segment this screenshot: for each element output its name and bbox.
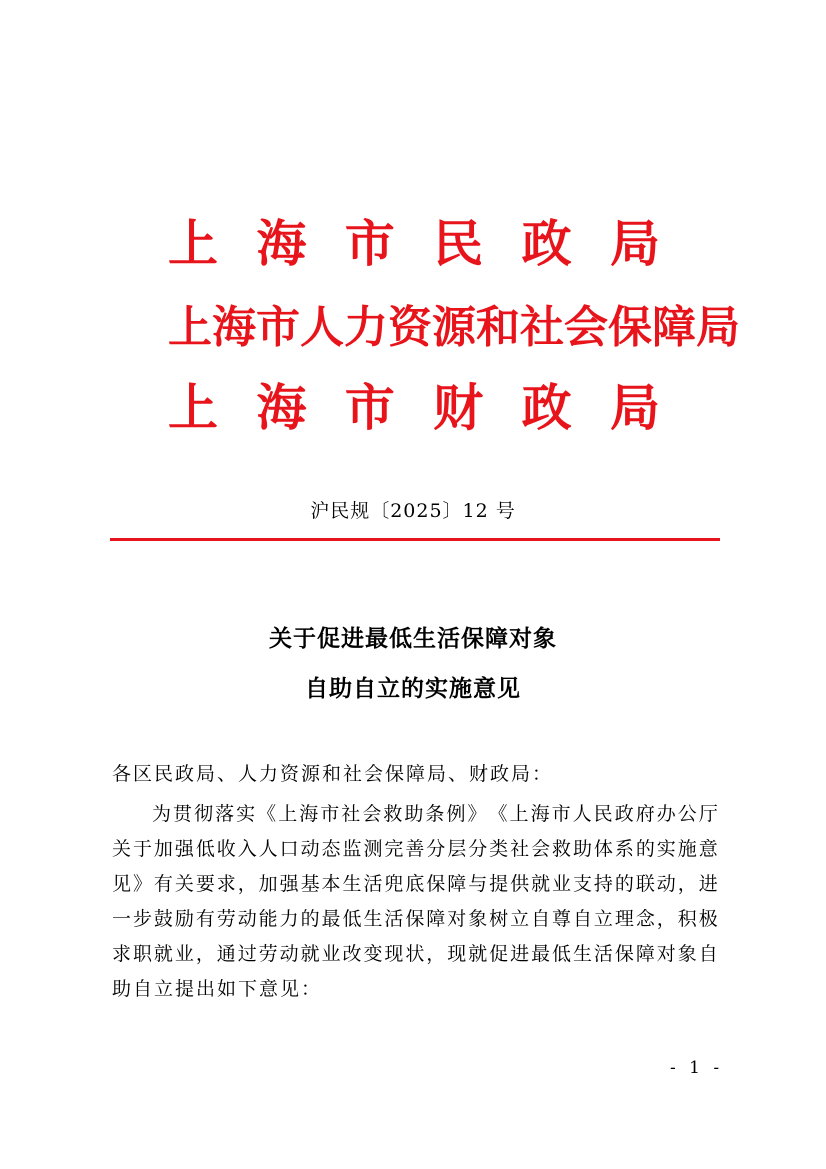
issuer-char: 上 bbox=[168, 378, 218, 437]
paragraph-char: 社 bbox=[341, 803, 361, 825]
paragraph-char: 极 bbox=[698, 908, 718, 930]
paragraph-char: 强 bbox=[174, 838, 194, 860]
document-number: 沪民规〔2025〕12 号 bbox=[310, 500, 516, 522]
paragraph-char: 尊 bbox=[552, 908, 572, 930]
paragraph-char: 立 bbox=[593, 908, 613, 930]
paragraph-char: 现 bbox=[447, 943, 467, 965]
paragraph-char: 》 bbox=[467, 803, 487, 825]
paragraph-char: 支 bbox=[572, 873, 592, 895]
issuer-char: 资 bbox=[388, 302, 432, 353]
paragraph-line bbox=[112, 870, 718, 898]
paragraph-char: 生 bbox=[342, 873, 362, 895]
issuer-line-human-resources bbox=[168, 298, 740, 358]
paragraph-char: 要 bbox=[195, 873, 215, 895]
paragraph-char: 底 bbox=[405, 873, 425, 895]
issuer-char: 和 bbox=[476, 302, 520, 353]
paragraph-char: 活 bbox=[384, 908, 404, 930]
paragraph-char: 见 bbox=[112, 873, 132, 895]
paragraph-char: 业 bbox=[321, 943, 341, 965]
paragraph-char: 善 bbox=[405, 838, 425, 860]
paragraph-char: 关 bbox=[112, 838, 132, 860]
paragraph-char: 障 bbox=[635, 943, 655, 965]
paragraph-line bbox=[112, 940, 718, 968]
paragraph-char: 保 bbox=[614, 943, 634, 965]
paragraph-char: 最 bbox=[321, 908, 341, 930]
paragraph-char: ， bbox=[426, 943, 446, 965]
document-title-line-1: 关于促进最低生活保障对象 bbox=[269, 625, 557, 652]
paragraph-char: 对 bbox=[447, 908, 467, 930]
issuer-char: 海 bbox=[212, 302, 256, 353]
paragraph-char: 一 bbox=[112, 908, 132, 930]
paragraph-char: 落 bbox=[215, 803, 235, 825]
paragraph-char: 贯 bbox=[173, 803, 193, 825]
paragraph-char: 动 bbox=[300, 838, 320, 860]
paragraph-char: 念 bbox=[635, 908, 655, 930]
page-number: - 1 - bbox=[670, 1058, 724, 1078]
paragraph-char: 监 bbox=[342, 838, 362, 860]
paragraph-char: 会 bbox=[362, 803, 382, 825]
paragraph-char: 障 bbox=[426, 908, 446, 930]
issuer-char: 保 bbox=[608, 302, 652, 353]
paragraph-char: 最 bbox=[531, 943, 551, 965]
issuer-char: 海 bbox=[256, 214, 307, 273]
issuer-char: 财 bbox=[433, 378, 484, 437]
paragraph-char: 业 bbox=[174, 943, 194, 965]
paragraph-char: 动 bbox=[656, 873, 676, 895]
paragraph-char: 动 bbox=[279, 943, 299, 965]
issuer-char: 市 bbox=[344, 378, 395, 437]
paragraph-char: 市 bbox=[320, 803, 340, 825]
paragraph-char: 就 bbox=[300, 943, 320, 965]
paragraph-char: 为 bbox=[152, 803, 172, 825]
paragraph-char: 完 bbox=[384, 838, 404, 860]
paragraph-char: 测 bbox=[363, 838, 383, 860]
paragraph-line bbox=[152, 800, 718, 828]
paragraph-char: 供 bbox=[510, 873, 530, 895]
paragraph-char: 低 bbox=[342, 908, 362, 930]
paragraph-char: 就 bbox=[531, 873, 551, 895]
paragraph-char: 人 bbox=[572, 803, 592, 825]
paragraph-char: 持 bbox=[593, 873, 613, 895]
paragraph-char: 促 bbox=[489, 943, 509, 965]
issuer-char: 海 bbox=[256, 378, 307, 437]
paragraph-char: 层 bbox=[447, 838, 467, 860]
paragraph-char: 府 bbox=[635, 803, 655, 825]
issuer-char: 人 bbox=[300, 302, 344, 353]
paragraph-char: 》 bbox=[132, 873, 152, 895]
paragraph-char: ， bbox=[656, 908, 676, 930]
paragraph-char: 求 bbox=[216, 873, 236, 895]
salutation: 各区民政局、人力资源和社会保障局、财政局： bbox=[112, 763, 554, 785]
paragraph-char: 分 bbox=[468, 838, 488, 860]
paragraph-char: 能 bbox=[258, 908, 278, 930]
paragraph-char: 《 bbox=[488, 803, 508, 825]
paragraph-char: 就 bbox=[153, 943, 173, 965]
paragraph-char: 通 bbox=[216, 943, 236, 965]
paragraph-char: 基 bbox=[300, 873, 320, 895]
paragraph-char: 状 bbox=[405, 943, 425, 965]
paragraph-char: 本 bbox=[321, 873, 341, 895]
paragraph-char: 进 bbox=[698, 873, 718, 895]
paragraph-char: 加 bbox=[258, 873, 278, 895]
paragraph-char: 助 bbox=[404, 803, 424, 825]
paragraph-char: 自 bbox=[698, 943, 718, 965]
issuer-char: 力 bbox=[344, 302, 388, 353]
paragraph-char: 劳 bbox=[216, 908, 236, 930]
paragraph-char: 低 bbox=[195, 838, 215, 860]
issuer-char: 会 bbox=[564, 302, 608, 353]
paragraph-char: 象 bbox=[468, 908, 488, 930]
paragraph-char: 救 bbox=[552, 838, 572, 860]
paragraph-char: 积 bbox=[677, 908, 697, 930]
paragraph-char: 低 bbox=[552, 943, 572, 965]
paragraph-char: ， bbox=[195, 943, 215, 965]
paragraph-char: 救 bbox=[383, 803, 403, 825]
issuer-char: 局 bbox=[609, 378, 660, 437]
paragraph-line bbox=[112, 905, 718, 933]
paragraph-char: 上 bbox=[509, 803, 529, 825]
paragraph-char: 力 bbox=[279, 908, 299, 930]
paragraph-char: 加 bbox=[153, 838, 173, 860]
paragraph-char: 体 bbox=[593, 838, 613, 860]
paragraph-char: 有 bbox=[195, 908, 215, 930]
red-divider-line bbox=[110, 538, 720, 541]
paragraph-char: 的 bbox=[635, 838, 655, 860]
issuer-line-finance bbox=[168, 378, 660, 438]
paragraph-char: 社 bbox=[510, 838, 530, 860]
paragraph-char: 政 bbox=[614, 803, 634, 825]
paragraph-char: 进 bbox=[510, 943, 530, 965]
paragraph-char: 求 bbox=[112, 943, 132, 965]
paragraph-char: 海 bbox=[530, 803, 550, 825]
paragraph-char: 现 bbox=[384, 943, 404, 965]
paragraph-char: 的 bbox=[614, 873, 634, 895]
paragraph-char: 树 bbox=[489, 908, 509, 930]
paragraph-char: 兜 bbox=[384, 873, 404, 895]
paragraph-char: 励 bbox=[174, 908, 194, 930]
paragraph-char: 公 bbox=[677, 803, 697, 825]
paragraph-char: 动 bbox=[237, 908, 257, 930]
issuer-char: 市 bbox=[256, 302, 300, 353]
issuer-char: 社 bbox=[520, 302, 564, 353]
issuer-char: 障 bbox=[652, 302, 696, 353]
paragraph-char: 条 bbox=[425, 803, 445, 825]
paragraph-char: ， bbox=[677, 873, 697, 895]
paragraph-char: 活 bbox=[593, 943, 613, 965]
paragraph-char: 例 bbox=[446, 803, 466, 825]
paragraph-char: 改 bbox=[342, 943, 362, 965]
paragraph-char: 海 bbox=[299, 803, 319, 825]
paragraph-char: 活 bbox=[363, 873, 383, 895]
paragraph-char: 收 bbox=[216, 838, 236, 860]
issuer-char: 民 bbox=[433, 214, 484, 273]
paragraph-char: 入 bbox=[237, 838, 257, 860]
paragraph-char: 劳 bbox=[258, 943, 278, 965]
paragraph-char: 意 bbox=[698, 838, 718, 860]
paragraph-char: 系 bbox=[614, 838, 634, 860]
paragraph-char: 态 bbox=[321, 838, 341, 860]
paragraph-char: 保 bbox=[405, 908, 425, 930]
paragraph-char: 鼓 bbox=[153, 908, 173, 930]
paragraph-char: 强 bbox=[279, 873, 299, 895]
paragraph-char: 对 bbox=[656, 943, 676, 965]
paragraph-char: 生 bbox=[572, 943, 592, 965]
paragraph-char: 提 bbox=[489, 873, 509, 895]
issuer-char: 局 bbox=[696, 302, 740, 353]
paragraph-char: 办 bbox=[656, 803, 676, 825]
issuer-char: 上 bbox=[168, 214, 218, 273]
paragraph-char: 职 bbox=[132, 943, 152, 965]
paragraph-char: 立 bbox=[510, 908, 530, 930]
paragraph-char: 生 bbox=[363, 908, 383, 930]
issuer-char: 政 bbox=[521, 378, 572, 437]
paragraph-char: 上 bbox=[278, 803, 298, 825]
issuer-line-civil-affairs bbox=[168, 214, 660, 274]
paragraph-char: 就 bbox=[468, 943, 488, 965]
paragraph-char: 彻 bbox=[194, 803, 214, 825]
paragraph-char: 助 bbox=[572, 838, 592, 860]
issuer-char: 源 bbox=[432, 302, 476, 353]
issuer-char: 政 bbox=[521, 214, 572, 273]
paragraph-char: 人 bbox=[258, 838, 278, 860]
issuer-char: 市 bbox=[344, 214, 395, 273]
paragraph-char: 市 bbox=[551, 803, 571, 825]
paragraph-char: 口 bbox=[279, 838, 299, 860]
paragraph-char: 步 bbox=[132, 908, 152, 930]
paragraph-char: 障 bbox=[447, 873, 467, 895]
paragraph-char: 的 bbox=[300, 908, 320, 930]
paragraph-char: 与 bbox=[468, 873, 488, 895]
paragraph-char: 象 bbox=[677, 943, 697, 965]
issuer-char: 上 bbox=[168, 302, 212, 353]
paragraph-char: 关 bbox=[174, 873, 194, 895]
issuer-char: 局 bbox=[609, 214, 660, 273]
paragraph-char: 理 bbox=[614, 908, 634, 930]
paragraph-char: 保 bbox=[426, 873, 446, 895]
paragraph-char: 分 bbox=[426, 838, 446, 860]
paragraph-char: 联 bbox=[635, 873, 655, 895]
paragraph-char: 实 bbox=[656, 838, 676, 860]
paragraph-char: 类 bbox=[489, 838, 509, 860]
paragraph-char: 《 bbox=[257, 803, 277, 825]
paragraph-char: 会 bbox=[531, 838, 551, 860]
paragraph-char: 于 bbox=[132, 838, 152, 860]
paragraph-char: 业 bbox=[552, 873, 572, 895]
paragraph-char: 实 bbox=[236, 803, 256, 825]
paragraph-char: 有 bbox=[153, 873, 173, 895]
paragraph-line bbox=[112, 835, 718, 863]
paragraph-line: 助自立提出如下意见： bbox=[112, 978, 323, 1000]
paragraph-char: 过 bbox=[237, 943, 257, 965]
paragraph-char: 自 bbox=[572, 908, 592, 930]
paragraph-char: 自 bbox=[531, 908, 551, 930]
paragraph-char: 民 bbox=[593, 803, 613, 825]
document-title-line-2: 自助自立的实施意见 bbox=[305, 675, 521, 702]
paragraph-char: 变 bbox=[363, 943, 383, 965]
paragraph-char: ， bbox=[237, 873, 257, 895]
paragraph-char: 施 bbox=[677, 838, 697, 860]
paragraph-char: 厅 bbox=[698, 803, 718, 825]
